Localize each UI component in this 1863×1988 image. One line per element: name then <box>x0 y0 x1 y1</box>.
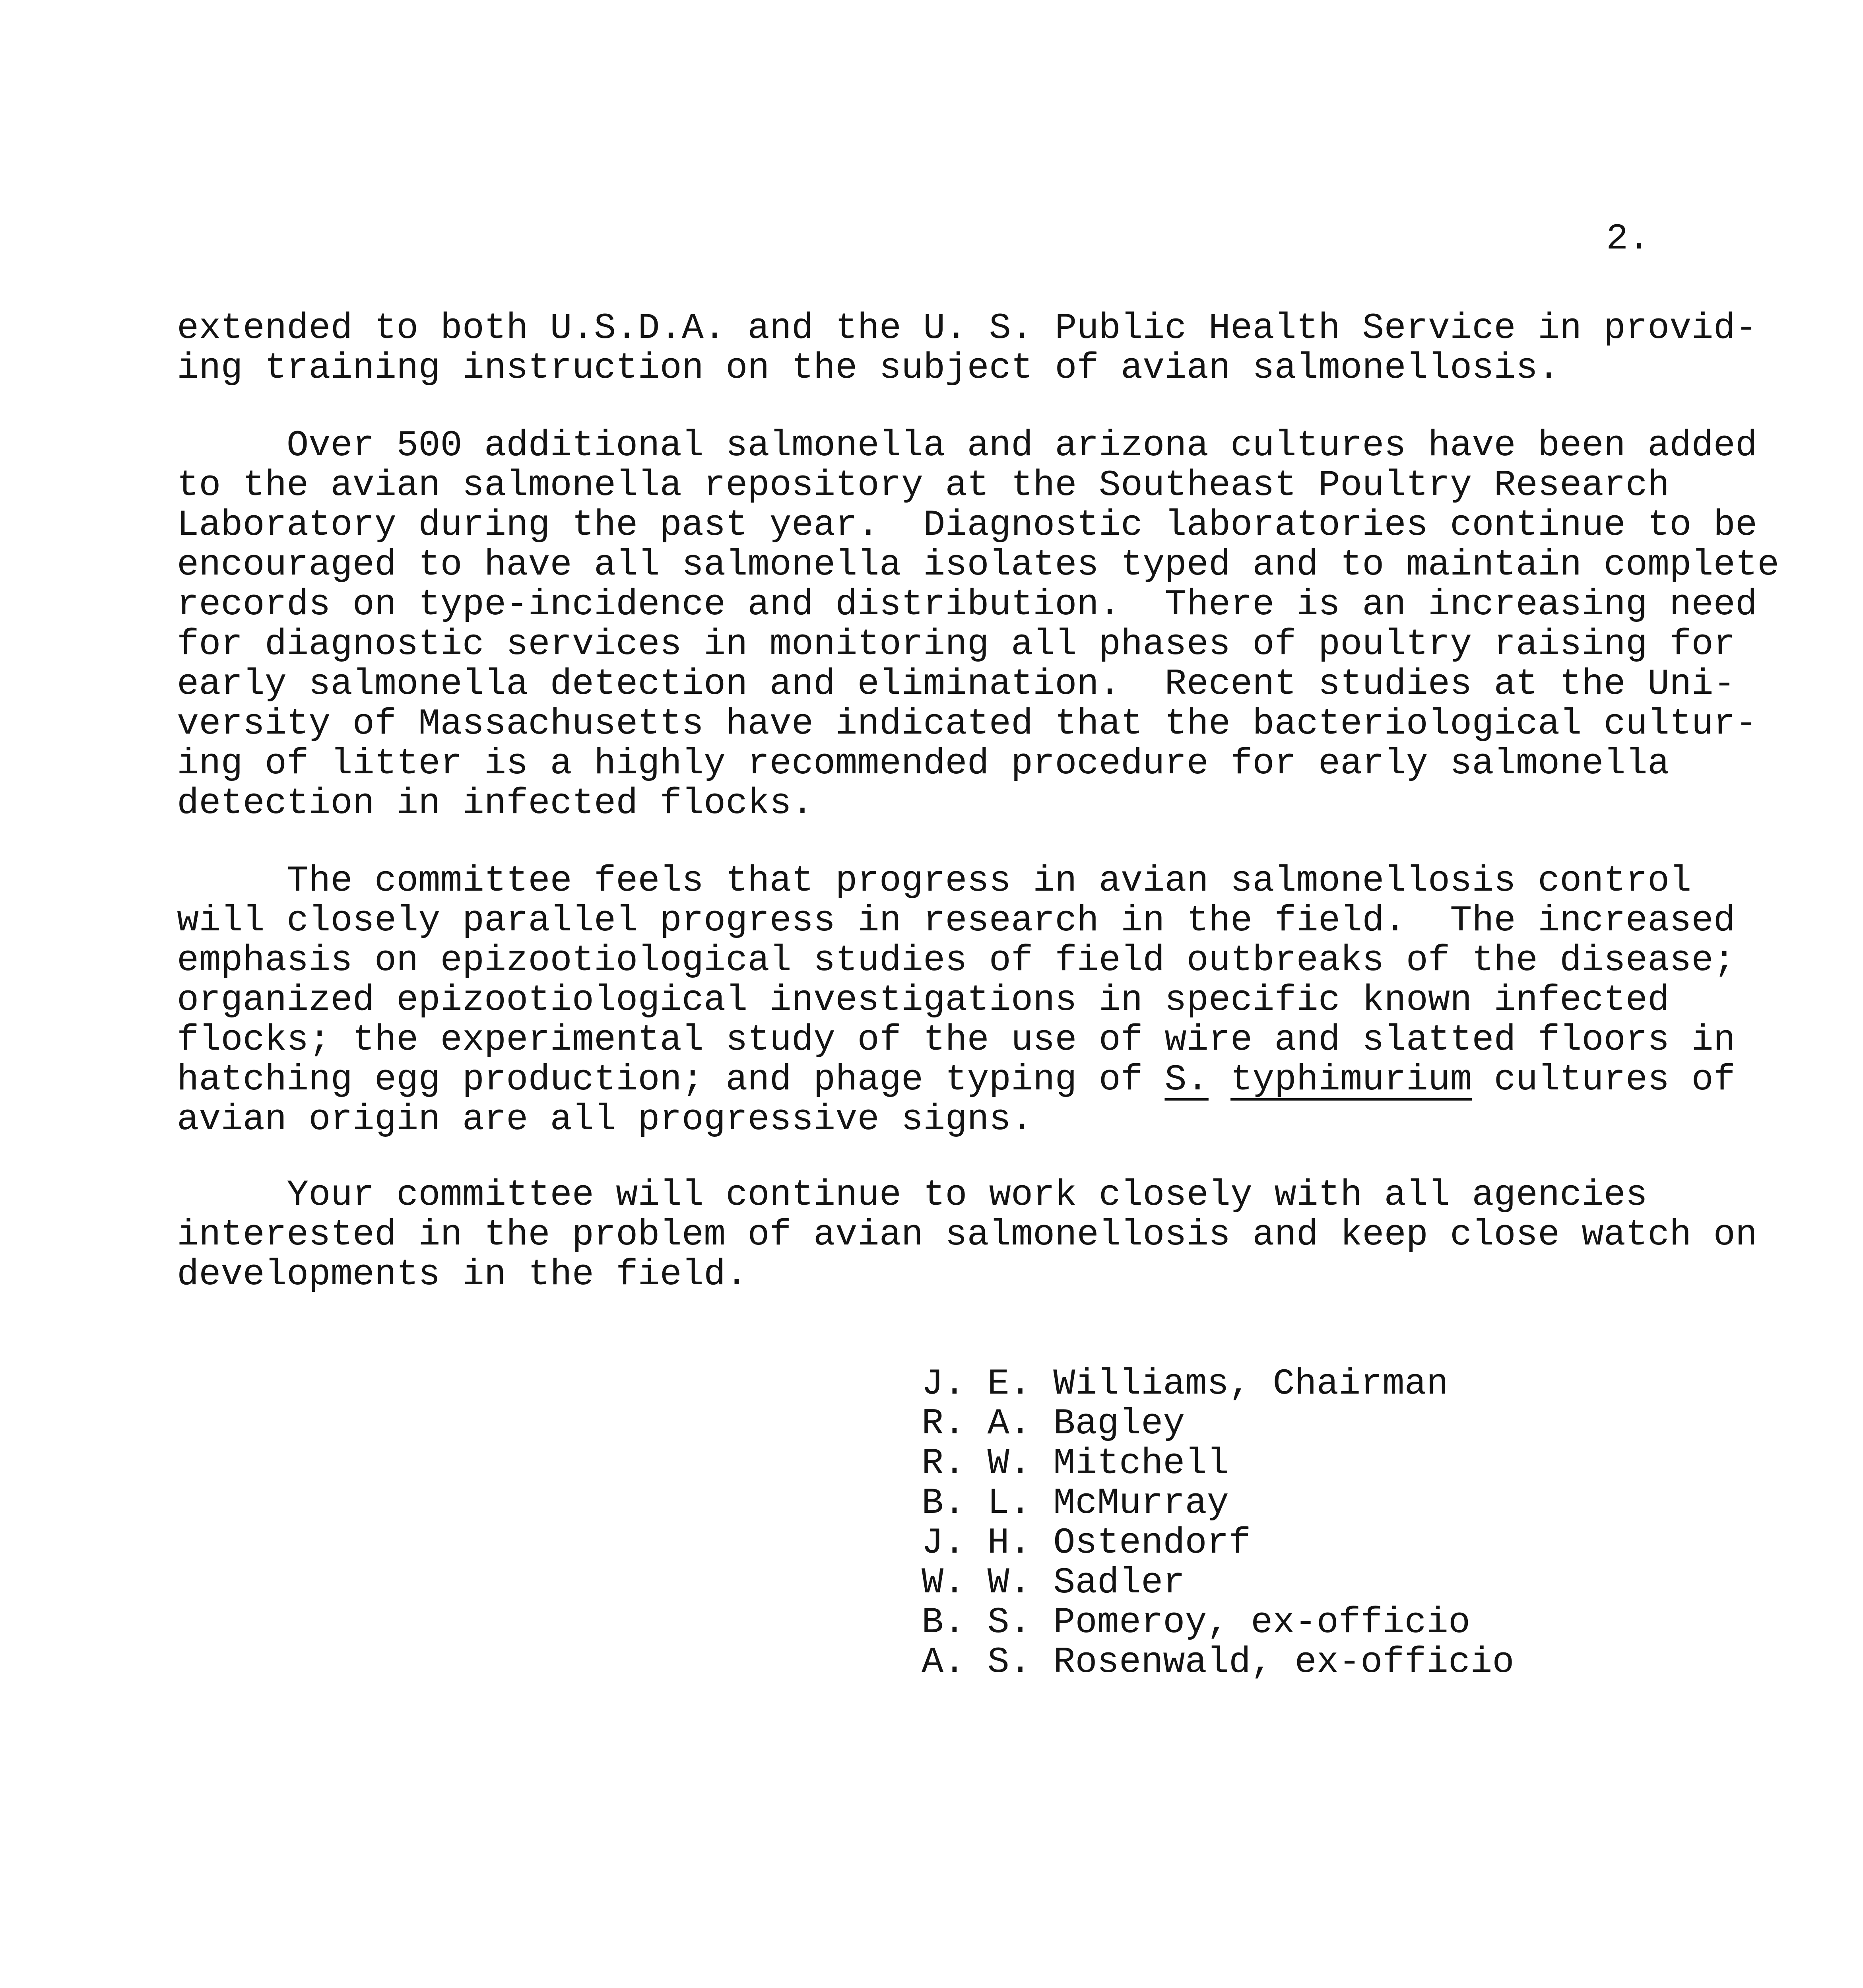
paragraph-4-line-3: developments in the field. <box>177 1254 748 1295</box>
paragraph-2-line-3: Laboratory during the past year. Diagnostic laboratories continue to be <box>177 504 1758 546</box>
paragraph-3-line-7: avian origin are all progressive signs. <box>177 1099 1033 1140</box>
signatory: J. H. Ostendorf <box>922 1522 1251 1564</box>
signatory: B. L. McMurray <box>922 1482 1229 1524</box>
signatory-chairman: J. E. Williams, Chairman <box>922 1363 1449 1405</box>
signatory: R. A. Bagley <box>922 1403 1185 1444</box>
paragraph-2-line-7: early salmonella detection and elimination. Recent studies at the Uni- <box>177 663 1735 705</box>
genus-name: S. <box>1164 1059 1209 1101</box>
special-line-before: hatching egg production; and phage typing of <box>177 1059 1165 1101</box>
paragraph-2-line-5: records on type-incidence and distribution. There is an increasing need <box>177 584 1758 625</box>
paragraph-1-line-1: extended to both U.S.D.A. and the U. S. Public Health Service in provid- <box>177 307 1758 349</box>
signatory: R. W. Mitchell <box>922 1442 1229 1484</box>
signatory-ex-officio: A. S. Rosenwald, ex-officio <box>922 1641 1514 1683</box>
paragraph-3-line-3: emphasis on epizootiological studies of field outbreaks of the disease; <box>177 940 1735 981</box>
paragraph-2-line-4: encouraged to have all salmonella isolates typed and to maintain complete <box>177 544 1780 586</box>
paragraph-2-line-1: Over 500 additional salmonella and arizona cultures have been added <box>177 425 1758 466</box>
paragraph-1-line-2: ing training instruction on the subject of avian salmonellosis. <box>177 347 1560 389</box>
paragraph-3-line-5: flocks; the experimental study of the use of wire and slatted floors in <box>177 1019 1735 1061</box>
paragraph-2-line-8: versity of Massachusetts have indicated that the bacteriological cultur- <box>177 703 1758 745</box>
paragraph-3-line-1: The committee feels that progress in avian salmonellosis control <box>177 860 1692 902</box>
page-number: 2. <box>1606 218 1650 260</box>
paragraph-3-line-2: will closely parallel progress in research in the field. The increased <box>177 900 1735 942</box>
paragraph-2-line-9: ing of litter is a highly recommended procedure for early salmonella <box>177 743 1670 784</box>
special-line-after: cultures of <box>1472 1059 1735 1101</box>
paragraph-3-line-4: organized epizootiological investigations in specific known infected <box>177 979 1670 1021</box>
species-name: typhimurium <box>1230 1059 1472 1101</box>
paragraph-2-line-2: to the avian salmonella repository at the Southeast Poultry Research <box>177 464 1670 506</box>
paragraph-2-line-10: detection in infected flocks. <box>177 782 814 824</box>
paragraph-3-line-6 <box>177 1059 1735 1101</box>
special-line-between <box>1209 1059 1230 1101</box>
paragraph-4-line-2: interested in the problem of avian salmonellosis and keep close watch on <box>177 1214 1758 1256</box>
paragraph-2-line-6: for diagnostic services in monitoring all phases of poultry raising for <box>177 623 1735 665</box>
paragraph-4-line-1: Your committee will continue to work closely with all agencies <box>177 1174 1648 1216</box>
signatory-ex-officio: B. S. Pomeroy, ex-officio <box>922 1602 1471 1643</box>
signatory: W. W. Sadler <box>922 1562 1185 1604</box>
